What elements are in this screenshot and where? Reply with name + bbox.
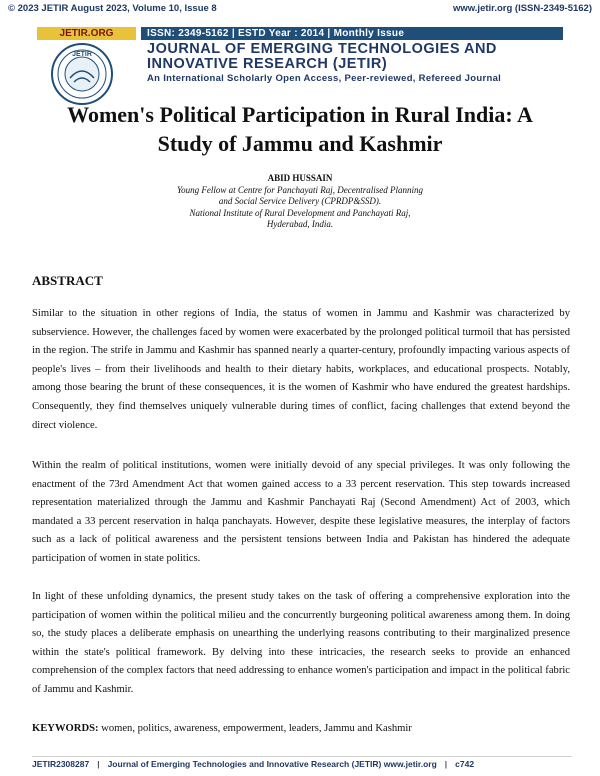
abstract-paragraph: In light of these unfolding dynamics, the present study takes on the task of offering a comprehensive exploration into the participation of women within the political milieu and the concurrently burgeoning political awareness among them. In doing so, the study places a deliberate emphasis on unearthing the underlying reasons contributing to their marginalized presence within the state's political framework. By delving into these intricacies, the research seeks to provide an enhanced comprehension of the complex factors that need addressing to enhance women's participation and impact in the political fabric of Jammu and Kashmir. (32, 591, 570, 695)
running-header (8, 3, 592, 17)
affiliation-line: and Social Service Delivery (CPRDP&SSD). (218, 196, 382, 206)
keywords-label: KEYWORDS: (32, 723, 99, 734)
footer-separator: | (444, 759, 448, 769)
brand-tag: JETIR.ORG (37, 27, 136, 40)
journal-title (147, 42, 567, 72)
affiliation-line: National Institute of Rural Development and Panchayati Raj, (189, 207, 411, 218)
keywords-list: women, politics, awareness, empowerment, leaders, Jammu and Kashmir (101, 723, 412, 734)
footer-journal: Journal of Emerging Technologies and Innovative Research (JETIR) www.jetir.org (107, 759, 437, 769)
footer-page-number: c742 (455, 759, 475, 769)
paper-title-line1: Women's Political Participation in Rural India: A (67, 102, 533, 127)
footer-separator: | (97, 759, 100, 769)
abstract-heading: ABSTRACT (32, 273, 103, 288)
journal-title-line2: INNOVATIVE RESEARCH (JETIR) (147, 56, 388, 72)
seal-label: JETIR (72, 51, 92, 58)
journal-seal-logo (50, 42, 114, 106)
issn-bar: ISSN: 2349-5162 | ESTD Year : 2014 | Monthly Issue (141, 27, 563, 40)
header-website: www.jetir.org (ISSN-2349-5162) (452, 3, 592, 14)
abstract-paragraph: Within the realm of political institutions, women were initially devoid of any special privileges. It was only following the enactment of the 73rd Amendment Act that women gained access to a 33 percent reservation. This step towards increased representation materialized through the Jammu and Kashmir Panchayati Raj (Second Amendment) Act of 2003, which mandated a 33 percent reservation in halqa panchayats. However, despite these legislative measures, the interplay of factors such as a lack of political awareness and the persistent tensions between India and Pakistan has hindered the adequate participation of women in state politics. (32, 460, 570, 564)
author-block (60, 173, 540, 231)
keywords-line (32, 721, 570, 737)
header-issue-info: © 2023 JETIR August 2023, Volume 10, Issue 8 (8, 3, 217, 14)
journal-title-line1: JOURNAL OF EMERGING TECHNOLOGIES AND (147, 41, 497, 57)
paper-title (40, 100, 560, 158)
journal-subtitle: An International Scholarly Open Access, Peer-reviewed, Refereed Journal (147, 73, 502, 84)
affiliation-line: Hyderabad, India. (266, 219, 334, 229)
footer-paper-id: JETIR2308287 (32, 759, 90, 769)
abstract-paragraph: Similar to the situation in other regions of India, the status of women in Jammu and Kashmir was characterized by subservience. However, the challenges faced by women were exacerbated by the prolonged political turmoil that has persisted in the region. The strife in Jammu and Kashmir has spanned nearly a quarter-century, profoundly impacting various aspects of people's lives – from their livelihoods and health to their dietary habits, workplaces, and educational prospects. Notably, among those bearing the brunt of these consequences, it is the women of Kashmir who have endured the greatest hardships. Consequently, they find themselves uniquely vulnerable during times of conflict, facing challenges that extend beyond the direct violence. (32, 308, 570, 431)
author-name: ABID HUSSAIN (267, 173, 333, 183)
journal-masthead (37, 27, 563, 87)
paper-title-line2: Study of Jammu and Kashmir (157, 131, 443, 156)
page-footer (32, 756, 572, 771)
affiliation-line: Young Fellow at Centre for Panchayati Raj, Decentralised Planning (176, 184, 424, 195)
